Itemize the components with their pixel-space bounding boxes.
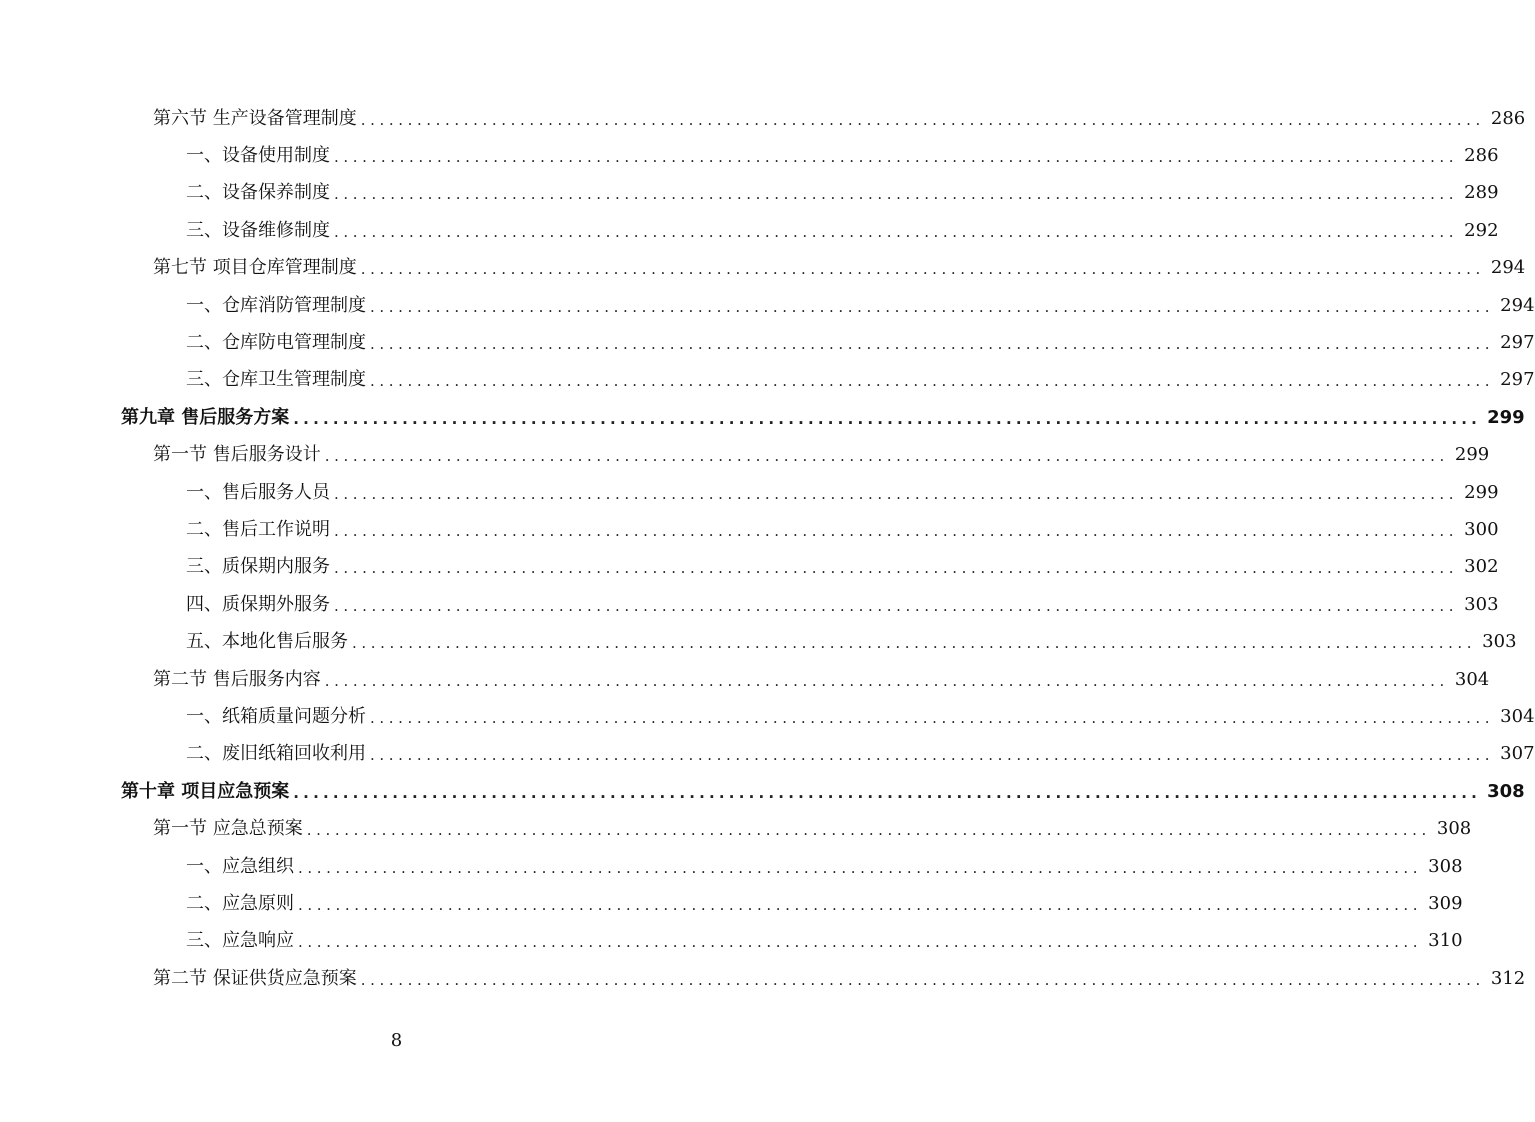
toc-entry-page: 286	[1490, 107, 1526, 129]
toc-entry-page: 292	[1464, 219, 1499, 241]
toc-entry-page: 302	[1464, 556, 1499, 578]
toc-entry-section[interactable]	[0, 250, 1526, 287]
toc-entry-page: 304	[1454, 668, 1490, 690]
dot-leader: ........................................................................................................................	[334, 596, 1459, 615]
dot-leader: ........................................................................................................................	[324, 447, 1449, 466]
toc-entry-title: 第一节 应急总预案	[153, 820, 307, 838]
toc-entry-title: 第七节 项目仓库管理制度	[153, 259, 361, 277]
toc-entry-item[interactable]	[0, 511, 1499, 548]
toc-entry-title: 一、售后服务人员	[186, 484, 334, 502]
toc-entry-item[interactable]	[0, 324, 1535, 361]
dot-leader: ........................................................................................................................	[334, 521, 1459, 540]
toc-entry-title: 二、售后工作说明	[186, 521, 334, 539]
toc-entry-title: 二、设备保养制度	[186, 184, 334, 202]
toc-entry-title: 一、设备使用制度	[186, 147, 334, 165]
dot-leader: ........................................................................................................................	[334, 559, 1459, 578]
dot-leader: ........................................................................................................................	[370, 372, 1495, 391]
toc-entry-title: 一、仓库消防管理制度	[186, 297, 370, 315]
toc-entry-item[interactable]	[0, 698, 1535, 735]
toc-entry-chapter[interactable]	[0, 399, 1525, 436]
toc-entry-item[interactable]	[0, 848, 1463, 885]
toc-entry-page: 312	[1490, 967, 1526, 989]
toc-entry-section[interactable]	[0, 100, 1526, 137]
toc-entry-title: 二、应急原则	[186, 895, 298, 913]
toc-entry-title: 三、仓库卫生管理制度	[186, 371, 370, 389]
toc-entry-page: 307	[1500, 743, 1535, 765]
dot-leader: ........................................................................................................................	[306, 821, 1431, 840]
toc-entry-page: 299	[1464, 481, 1499, 503]
toc-entry-title: 四、质保期外服务	[186, 596, 334, 614]
dot-leader: ........................................................................................................................	[370, 708, 1495, 727]
toc-entry-page: 297	[1500, 369, 1535, 391]
toc-entry-page: 308	[1436, 818, 1472, 840]
dot-leader: ........................................................................................................................	[293, 409, 1482, 428]
toc-entry-title: 一、纸箱质量问题分析	[186, 708, 370, 726]
toc-entry-item[interactable]	[0, 137, 1499, 174]
toc-entry-section[interactable]	[0, 661, 1490, 698]
toc-entry-section[interactable]	[0, 810, 1472, 847]
dot-leader: ........................................................................................................................	[370, 746, 1495, 765]
dot-leader: ........................................................................................................................	[360, 970, 1485, 989]
dot-leader: ........................................................................................................................	[298, 933, 1423, 952]
toc-entry-title: 一、应急组织	[186, 858, 298, 876]
toc-entry-item[interactable]	[0, 623, 1517, 660]
toc-entry-item[interactable]	[0, 212, 1499, 249]
dot-leader: ........................................................................................................................	[324, 671, 1449, 690]
toc-entry-page: 308	[1487, 780, 1525, 802]
dot-leader: ........................................................................................................................	[293, 783, 1482, 802]
toc-entry-item[interactable]	[0, 287, 1535, 324]
toc-entry-title: 第二节 售后服务内容	[153, 671, 325, 689]
dot-leader: ........................................................................................................................	[298, 895, 1423, 914]
toc-entry-page: 297	[1500, 332, 1535, 354]
toc-entry-item[interactable]	[0, 362, 1535, 399]
toc-entry-item[interactable]	[0, 549, 1499, 586]
toc-entry-title: 二、仓库防电管理制度	[186, 334, 370, 352]
toc-entry-title: 第六节 生产设备管理制度	[153, 110, 361, 128]
toc-entry-item[interactable]	[0, 175, 1499, 212]
toc-entry-page: 294	[1500, 294, 1535, 316]
toc-entry-item[interactable]	[0, 586, 1499, 623]
toc-entry-page: 286	[1464, 145, 1499, 167]
dot-leader: ........................................................................................................................	[298, 858, 1423, 877]
dot-leader: ........................................................................................................................	[334, 148, 1459, 167]
toc-entry-title: 第二节 保证供货应急预案	[153, 970, 361, 988]
toc-entry-title: 二、废旧纸箱回收利用	[186, 745, 370, 763]
toc-entry-title: 三、设备维修制度	[186, 222, 334, 240]
dot-leader: ........................................................................................................................	[360, 260, 1485, 279]
toc-entry-page: 310	[1428, 930, 1463, 952]
page-number: 8	[390, 1030, 403, 1051]
toc-entry-title: 三、应急响应	[186, 932, 298, 950]
dot-leader: ........................................................................................................................	[352, 634, 1477, 653]
toc-entry-section[interactable]	[0, 437, 1490, 474]
toc-entry-title: 第十章 项目应急预案	[121, 783, 293, 801]
toc-entry-item[interactable]	[0, 474, 1499, 511]
toc-entry-page: 289	[1464, 182, 1499, 204]
toc-entry-title: 第一节 售后服务设计	[153, 446, 325, 464]
dot-leader: ........................................................................................................................	[360, 110, 1485, 129]
toc-entry-item[interactable]	[0, 923, 1463, 960]
toc-entry-title: 五、本地化售后服务	[186, 633, 352, 651]
toc-entry-page: 309	[1428, 892, 1463, 914]
dot-leader: ........................................................................................................................	[334, 185, 1459, 204]
dot-leader: ........................................................................................................................	[334, 222, 1459, 241]
toc-entry-page: 308	[1428, 855, 1463, 877]
toc-entry-title: 三、质保期内服务	[186, 558, 334, 576]
toc-entry-chapter[interactable]	[0, 773, 1525, 810]
toc-entry-section[interactable]	[0, 960, 1526, 997]
toc-entry-item[interactable]	[0, 736, 1535, 773]
toc-entry-page: 299	[1487, 406, 1525, 428]
toc-entry-page: 304	[1500, 705, 1535, 727]
dot-leader: ........................................................................................................................	[334, 484, 1459, 503]
toc-entry-title: 第九章 售后服务方案	[121, 409, 293, 427]
toc-entry-page: 294	[1490, 257, 1526, 279]
table-of-contents	[0, 100, 1535, 997]
toc-entry-item[interactable]	[0, 885, 1463, 922]
dot-leader: ........................................................................................................................	[370, 297, 1495, 316]
toc-entry-page: 303	[1464, 593, 1499, 615]
toc-entry-page: 299	[1454, 444, 1490, 466]
toc-entry-page: 300	[1464, 518, 1499, 540]
toc-entry-page: 303	[1482, 631, 1517, 653]
dot-leader: ........................................................................................................................	[370, 335, 1495, 354]
